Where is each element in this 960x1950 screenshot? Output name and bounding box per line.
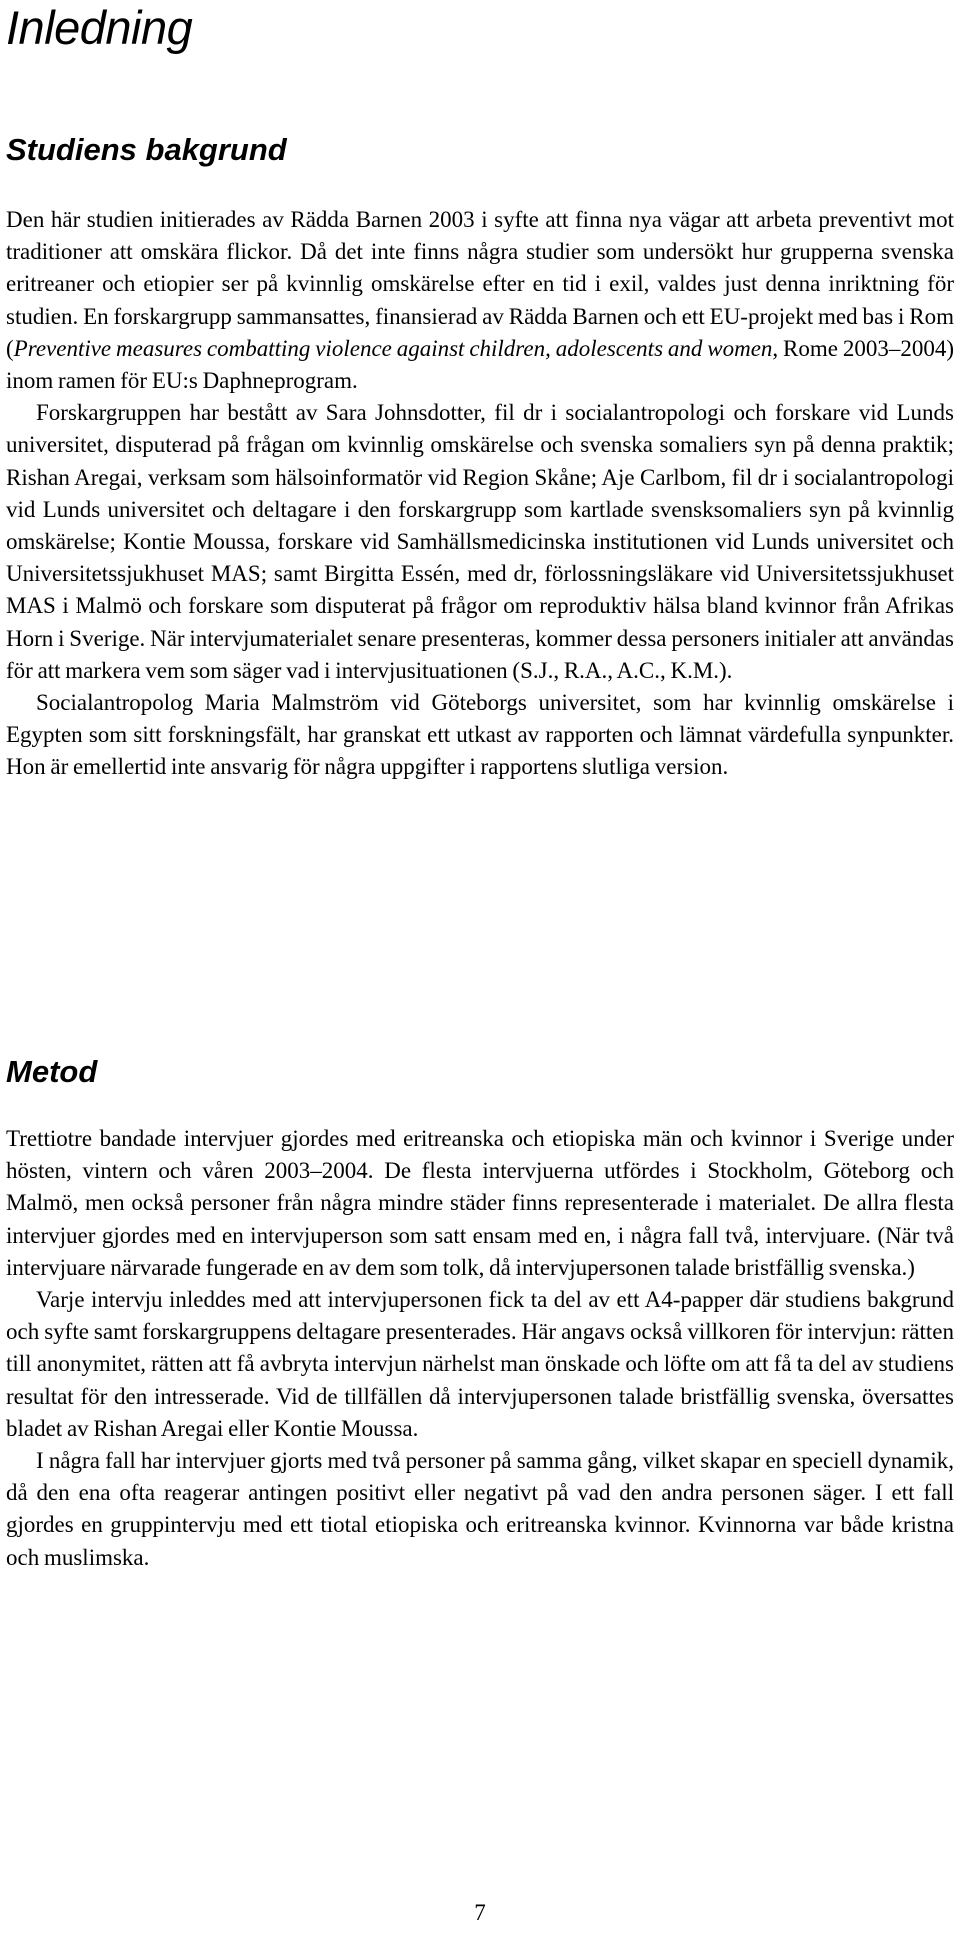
page-number: 7 — [474, 1900, 486, 1925]
chapter-title: Inledning — [6, 1, 193, 54]
paragraph: Varje intervju inleddes med att intervjupersonen fick ta del av ett A4-papper där studiens bakgrund och syfte samt forskargruppens deltagare presenterades. Här angavs också villkoren för intervjun: rätten till anonymitet, rätten att få avbryta intervjun närhelst man önskade och löfte om att få ta del av studiens resultat för den intresserade. Vid de tillfällen då intervjupersonen talade bristfällig svenska, översattes bladet av Rishan Aregai eller Kontie Moussa. — [6, 1287, 954, 1441]
paragraph-text: , Rome 2003–2004) inom ramen för EU:s Daphneprogram. — [6, 335, 954, 394]
paragraph: Socialantropolog Maria Malmström vid Göteborgs universitet, som har kvinnlig omskärelse i Egypten som sitt forskningsfält, har granskat ett utkast av rapporten och lämnat värdefulla synpunkter. Hon är emellertid inte ansvarig för några uppgifter i rapportens slutliga version. — [6, 690, 954, 780]
project-title-italic: Preventive measures combatting violence against children, adolescents and women — [13, 335, 773, 361]
paragraph: Forskargruppen har bestått av Sara Johnsdotter, fil dr i socialantropologi och forskare vid Lunds universitet, disputerad på frågan om kvinnlig omskärelse och svenska somaliers syn på denna praktik; Rishan Aregai, verksam som hälsoinformatör vid Region Skåne; Aje Carlbom, fil dr i socialantropologi vid Lunds universitet och deltagare i den forskargrupp som kartlade svensksomaliers syn på kvinnlig omskärelse; Kontie Moussa, forskare vid Samhällsmedicinska institutionen vid Lunds universitet och Universitetssjukhuset MAS; samt Birgitta Essén, med dr, förlossningsläkare vid Universitetssjukhuset MAS i Malmö och forskare som disputerat på frågor om reproduktiv hälsa bland kvinnor från Afrikas Horn i Sverige. När intervjumaterialet senare presenteras, kommer dessa personers initialer att användas för att markera vem som säger vad i intervjusituationen (S.J., R.A., A.C., K.M.). — [6, 400, 954, 683]
section-body-studiens-bakgrund — [6, 204, 954, 784]
paragraph: Trettiotre bandade intervjuer gjordes med eritreanska och etiopiska män och kvinnor i Sverige under hösten, vintern och våren 2003–2004. De flesta intervjuerna utfördes i Stockholm, Göteborg och Malmö, men också personer från några mindre städer finns representerade i materialet. De allra flesta intervjuer gjordes med en intervjuperson som satt ensam med en, i några fall två, intervjuare. (När två intervjuare närvarade fungerade en av dem som tolk, då intervjupersonen talade bristfällig svenska.) — [6, 1126, 954, 1280]
paragraph — [6, 204, 954, 397]
paragraph: I några fall har intervjuer gjorts med två personer på samma gång, vilket skapar en speciell dynamik, då den ena ofta reagerar antingen positivt eller negativt på vad den andra personen säger. I ett fall gjordes en gruppintervju med ett tiotal etiopiska och eritreanska kvinnor. Kvinnorna var både kristna och muslimska. — [6, 1448, 954, 1570]
section-body-metod — [6, 1123, 954, 1574]
paragraph-text: Den här studien initierades av Rädda Barnen 2003 i syfte att finna nya vägar att arbeta preventivt mot traditioner att omskära flickor. Då det inte finns några studier som undersökt hur grupperna svenska eritreaner och etiopier ser på kvinnlig omskärelse efter en tid i exil, valdes just denna inriktning för studien. En forskargrupp sammansattes, finansierad av Rädda Barnen och ett EU-projekt med bas i Rom ( — [6, 207, 954, 361]
section-heading-studiens-bakgrund: Studiens bakgrund — [6, 132, 287, 167]
section-heading-metod: Metod — [6, 1054, 98, 1089]
